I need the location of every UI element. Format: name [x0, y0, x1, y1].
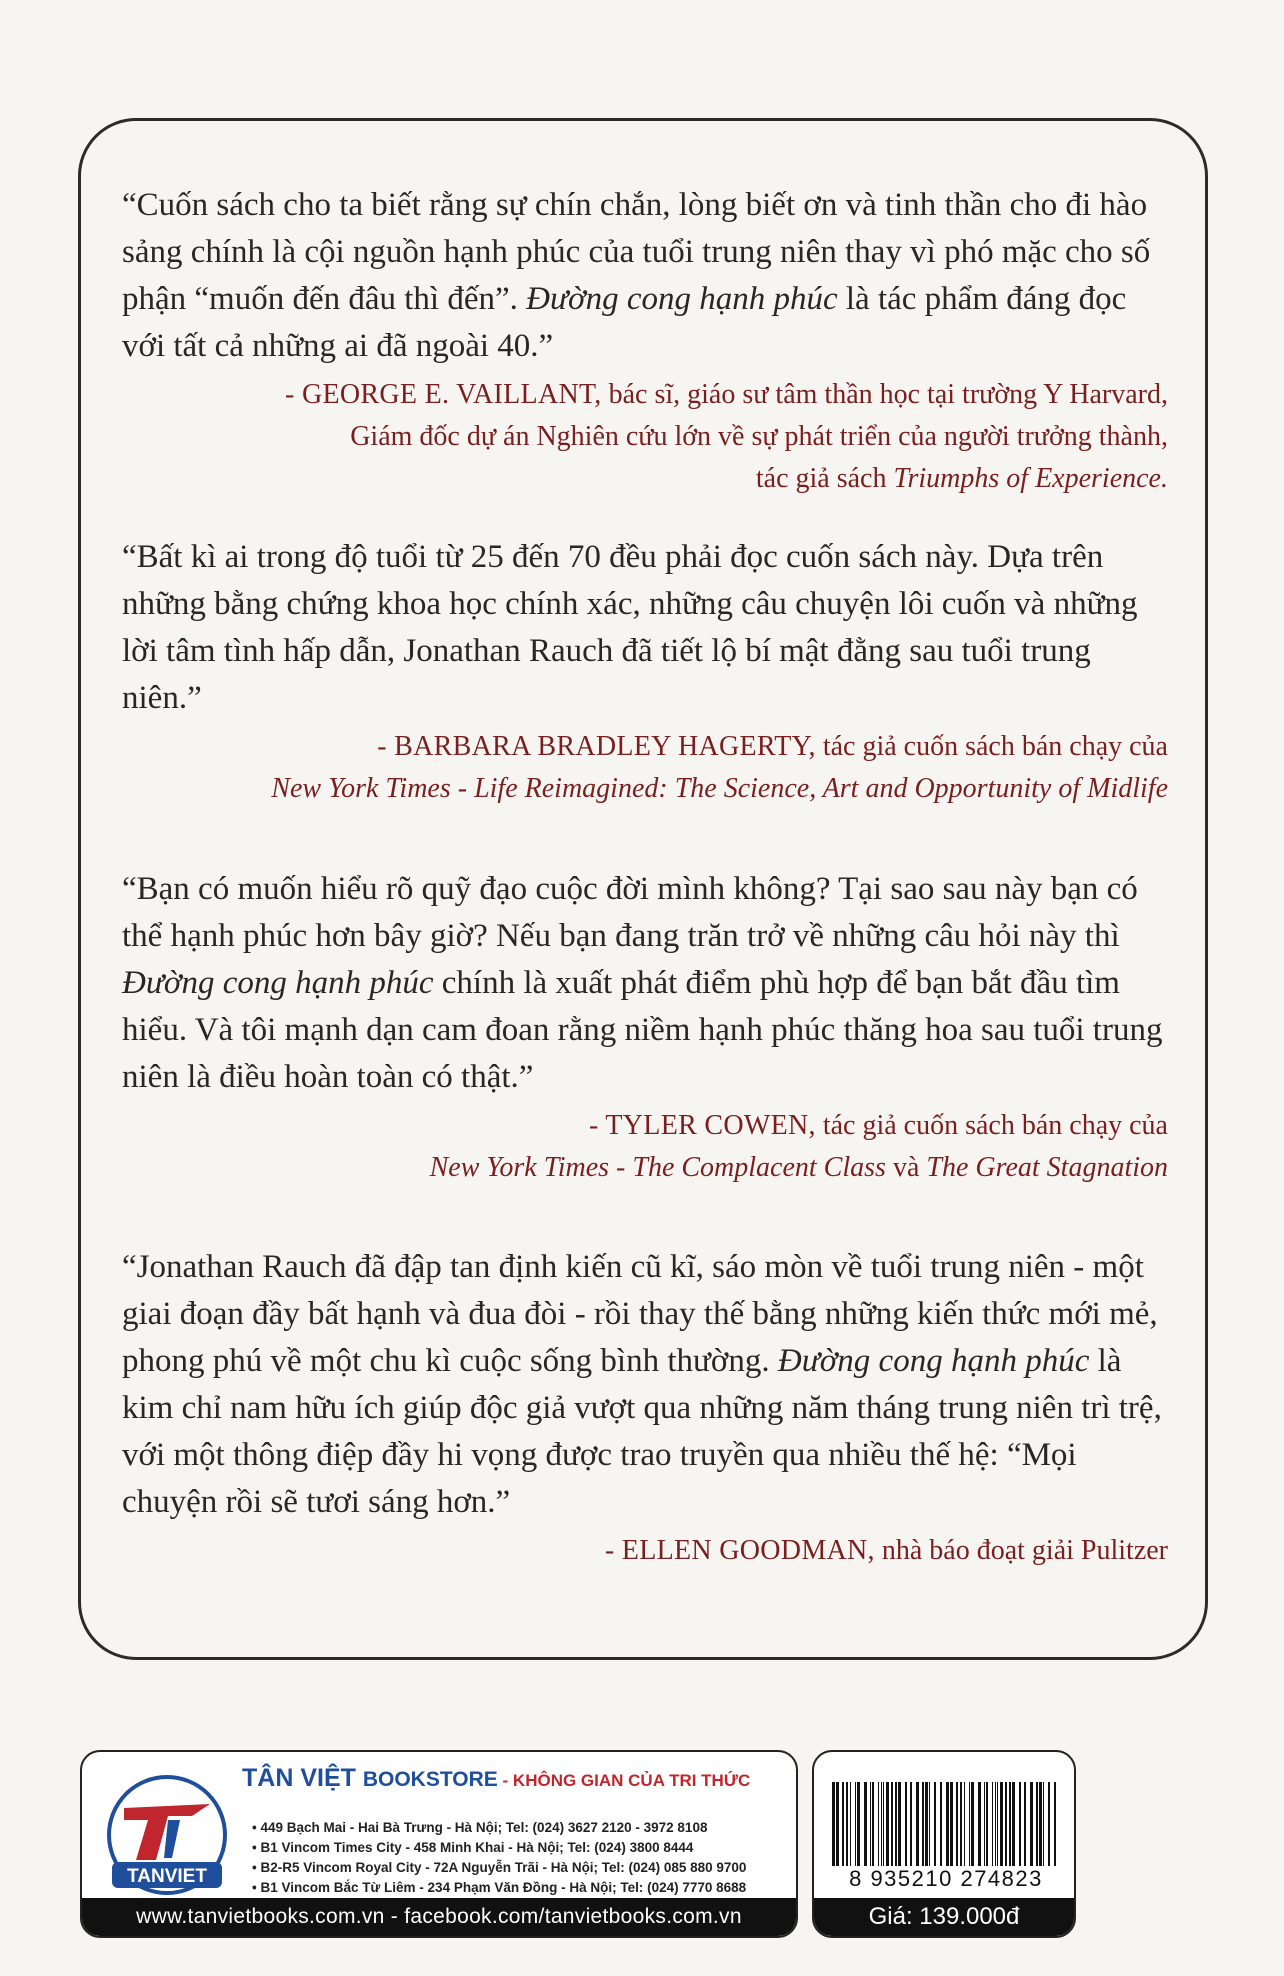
barcode-bar: [855, 1782, 856, 1866]
barcode-bar: [905, 1782, 907, 1866]
quote-block-4: [122, 1244, 1168, 1572]
store-address: • B2-R5 Vincom Royal City - 72A Nguyễn Trãi - Hà Nội; Tel: (024) 085 880 9700: [252, 1858, 746, 1878]
quote-text: “Bạn có muốn hiểu rõ quỹ đạo cuộc đời mình không? Tại sao sau này bạn có thể hạnh phúc hơn bây giờ? Nếu bạn đang trăn trở về những câu hỏi này thì Đường cong hạnh phúc chính là xuất phát điểm phù hợp để bạn bắt đầu tìm hiểu. Và tôi mạnh dạn cam đoan rằng niềm hạnh phúc thăng hoa sau tuổi trung niên là điều hoàn toàn có thật.”: [122, 871, 1163, 1095]
quote-text: “Jonathan Rauch đã đập tan định kiến cũ kĩ, sáo mòn về tuổi trung niên - một giai đoạn đầy bất hạnh và đua đòi - rồi thay thế bằng những kiến thức mới mẻ, phong phú về một chu kì cuộc sống bình thường. Đường cong hạnh phúc là kim chỉ nam hữu ích giúp độc giả vượt qua những năm tháng trung niên trì trệ, với một thông điệp đầy hi vọng được trao truyền qua nhiều thế hệ: “Mọi chuyện rồi sẽ tươi sáng hơn.”: [122, 1249, 1162, 1520]
barcode-bar: [922, 1782, 924, 1866]
barcode-box: [812, 1750, 1076, 1938]
barcode-bar: [960, 1782, 962, 1866]
barcode-bar: [995, 1782, 996, 1866]
barcode-bar: [934, 1782, 936, 1866]
svg-text:TANVIET: TANVIET: [127, 1866, 207, 1887]
barcode-bar: [997, 1782, 998, 1866]
barcode-bar: [878, 1782, 879, 1866]
author-name: - ELLEN GOODMAN,: [604, 1535, 875, 1566]
barcode-digits: 8 935210 274823: [849, 1866, 1043, 1891]
author-name: - BARBARA BRADLEY HAGERTY,: [377, 731, 816, 762]
barcode-bar: [891, 1782, 893, 1866]
barcode-bar: [836, 1782, 839, 1866]
barcode-bar: [832, 1782, 835, 1866]
barcode-bar: [929, 1782, 930, 1866]
book-title: Triumphs of Experience.: [893, 463, 1168, 494]
book-title-2: The Great Stagnation: [926, 1152, 1168, 1183]
barcode-bar: [883, 1782, 884, 1866]
barcode-bar: [895, 1782, 897, 1866]
barcode-bar: [1030, 1782, 1033, 1866]
quote-block-2: [122, 534, 1168, 810]
barcode-bar: [984, 1782, 985, 1866]
store-info-box: [80, 1750, 798, 1938]
barcode-bar: [870, 1782, 871, 1866]
store-address: • B1 Vincom Times City - 458 Minh Khai - Hà Nội; Tel: (024) 3800 8444: [252, 1838, 746, 1858]
barcode-bar: [1000, 1782, 1003, 1866]
attribution: - BARBARA BRADLEY HAGERTY, tác giả cuốn sách bán chạy của New York Times - Life Reimagined: The Science, Art and Opportunity of Midlife: [271, 731, 1168, 804]
book-title: New York Times - Life Reimagined: The Science, Art and Opportunity of Midlife: [271, 773, 1168, 804]
barcode-bar: [1012, 1782, 1015, 1866]
store-title: TÂN VIỆT BOOKSTORE - KHÔNG GIAN CỦA TRI THỨC: [242, 1764, 751, 1792]
attribution: - GEORGE E. VAILLANT, bác sĩ, giáo sư tâm thần học tại trường Y Harvard, Giám đốc dự án Nghiên cứu lớn về sự phát triển của người trưởng thành, tác giả sách Triumphs of Experience.: [285, 379, 1168, 494]
barcode-bar: [964, 1782, 965, 1866]
store-address: • B1 Vincom Bắc Từ Liêm - 234 Phạm Văn Đồng - Hà Nội; Tel: (024) 7770 8688: [252, 1878, 746, 1898]
barcode-bar: [846, 1782, 848, 1866]
tanviet-logo: [106, 1774, 228, 1896]
barcode-bar: [916, 1782, 919, 1866]
barcode-bar: [978, 1782, 981, 1866]
store-address: • 449 Bạch Mai - Hai Bà Trưng - Hà Nội; Tel: (024) 3627 2120 - 3972 8108: [252, 1818, 746, 1838]
barcode-bar: [1048, 1782, 1050, 1866]
website-bar: www.tanvietbooks.com.vn - facebook.com/tanvietbooks.com.vn: [82, 1898, 796, 1936]
barcode-bar: [881, 1782, 882, 1866]
price-label: Giá: 139.000đ: [814, 1898, 1074, 1936]
book-title: New York Times - The Complacent Class: [429, 1152, 886, 1183]
barcode-bar: [842, 1782, 844, 1866]
barcode-bar: [1005, 1782, 1007, 1866]
barcode-bar: [864, 1782, 867, 1866]
author-name: - GEORGE E. VAILLANT,: [285, 379, 602, 410]
attribution: - TYLER COWEN, tác giả cuốn sách bán chạy của New York Times - The Complacent Class và The Great Stagnation: [429, 1110, 1168, 1183]
barcode-bar: [1036, 1782, 1038, 1866]
quote-text: “Bất kì ai trong độ tuổi từ 25 đến 70 đều phải đọc cuốn sách này. Dựa trên những bằng chứng khoa học chính xác, những câu chuyện lôi cuốn và những lời tâm tình hấp dẫn, Jonathan Rauch đã tiết lộ bí mật đằng sau tuổi trung niên.”: [122, 539, 1138, 716]
barcode-bar: [910, 1782, 912, 1866]
barcode-bar: [1043, 1782, 1044, 1866]
barcode-bar: [1019, 1782, 1021, 1866]
barcode-bar: [956, 1782, 958, 1866]
store-slogan: - KHÔNG GIAN CỦA TRI THỨC: [497, 1771, 751, 1790]
quote-block-1: [122, 182, 1168, 500]
barcode-bar: [850, 1782, 851, 1866]
barcode-bar: [950, 1782, 953, 1866]
store-addresses: [252, 1818, 746, 1898]
barcode-bar: [946, 1782, 949, 1866]
barcode-bar: [1009, 1782, 1011, 1866]
barcode-bar: [857, 1782, 860, 1866]
barcode-bar: [886, 1782, 889, 1866]
barcode-bar: [969, 1782, 970, 1866]
barcode-bar: [992, 1782, 993, 1866]
barcode-bar: [940, 1782, 942, 1866]
attribution: - ELLEN GOODMAN, nhà báo đoạt giải Pulitzer: [604, 1535, 1168, 1566]
barcode-bars: [828, 1782, 1064, 1870]
barcode-bar: [872, 1782, 874, 1866]
barcode-bar: [1024, 1782, 1026, 1866]
author-name: - TYLER COWEN,: [588, 1110, 816, 1141]
quote-block-3: [122, 866, 1168, 1189]
quote-text: “Cuốn sách cho ta biết rằng sự chín chắn, lòng biết ơn và tinh thần cho đi hào sảng chính là cội nguồn hạnh phúc của tuổi trung niên thay vì phó mặc cho số phận “muốn đến đâu thì đến”. Đường cong hạnh phúc là tác phẩm đáng đọc với tất cả những ai đã ngoài 40.”: [122, 187, 1151, 364]
barcode-bar: [971, 1782, 974, 1866]
barcode-bar: [898, 1782, 901, 1866]
barcode-bar: [1039, 1782, 1042, 1866]
barcode-bar: [925, 1782, 928, 1866]
barcode-bar: [1054, 1782, 1056, 1866]
barcode-bar: [986, 1782, 988, 1866]
